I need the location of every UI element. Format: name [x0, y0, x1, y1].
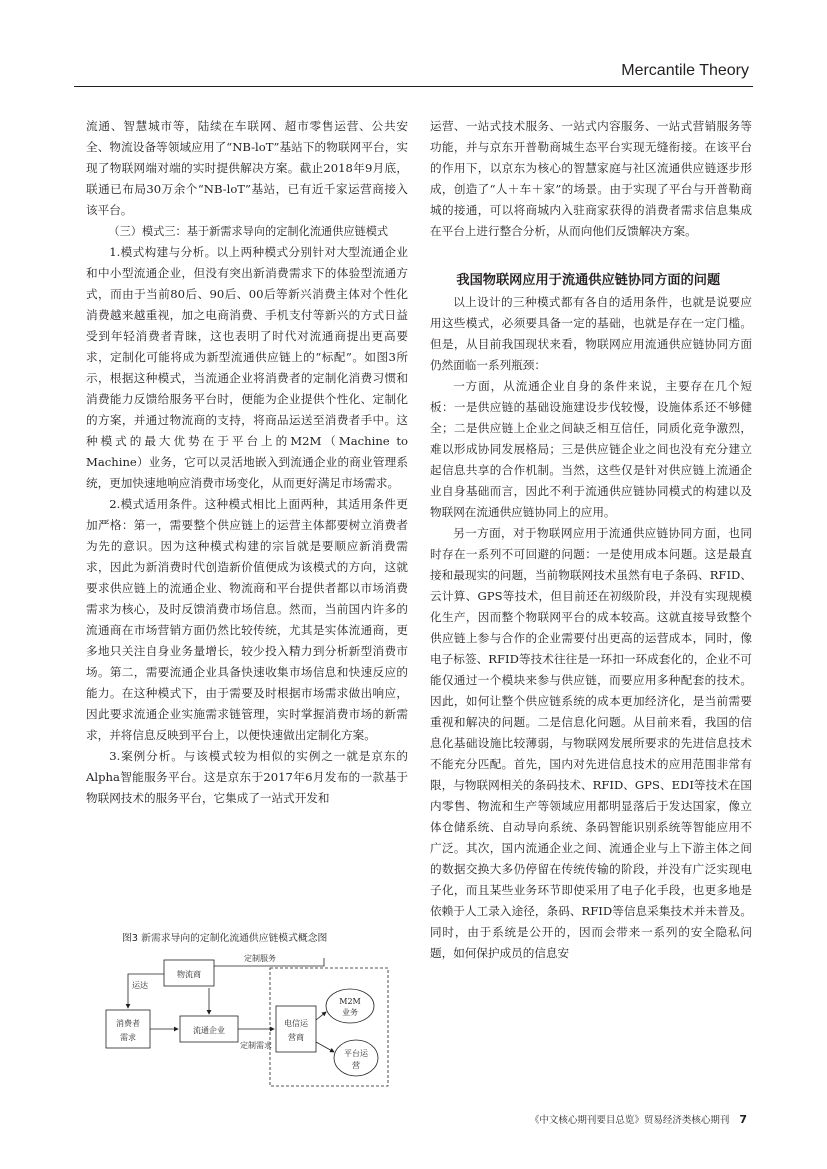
m2m-label-1: M2M: [339, 997, 361, 1006]
operator-label-1: 电信运: [284, 1019, 308, 1028]
paragraph: 3.案例分析。与该模式较为相似的实例之一就是京东的Alpha智能服务平台。这是京东于2017年6月发布的一款基于物联网技术的服务平台，它集成了一站式开发和: [86, 749, 408, 805]
deliver-arrow: [128, 974, 164, 1008]
header-rule: [74, 86, 753, 87]
enterprise-label: 流通企业: [193, 1026, 225, 1035]
concept-diagram: [100, 948, 400, 1088]
figure-caption: 图3 新需求导向的定制化流通供应链模式概念图: [122, 933, 328, 944]
m2m-label-2: 业务: [342, 1008, 358, 1017]
right-column: [430, 116, 752, 964]
paragraph: 2.模式适用条件。这种模式相比上面两种，其适用条件更加严格：第一，需要整个供应链上的运营主体都要树立消费者为先的意识。因为这种模式构建的宗旨就是要顺应新消费需求，因此为新消费时代创造新价值便成为该模式的方向，这就要求供应链上的流通企业、物流商和平台提供者都以市场消费需求为核心，及时反馈消费市场信息。然而，当前国内许多的流通商在市场营销方面仍然比较传统，尤其是实体流通商，更多地只关注自身业务量增长，较少投入精力到分析新型消费市场。第二，需要流通企业具备快速收集市场信息和快速反应的能力。在这种模式下，由于需要及时根据市场需求做出响应，因此要求流通企业实施需求链管理，实时掌握消费市场的新需求，并将信息反映到平台上，以便快速做出定制化方案。: [86, 497, 408, 742]
logistics-label: 物流商: [177, 970, 201, 979]
operator-to-platform-arrow: [316, 1042, 334, 1052]
operator-label-2: 营商: [288, 1033, 304, 1042]
consumer-label-1: 消费者: [116, 1019, 140, 1028]
paragraph: 一方面，从流通企业自身的条件来说，主要存在几个短板：一是供应链的基础设施建设步伐较慢，设施体系还不够健全；二是供应链上企业之间缺乏相互信任，同质化竞争激烈，难以形成协同发展格局；三是供应链企业之间也没有充分建立起信息共享的合作机制。当然，这些仅是针对供应链上流通企业自身基础而言，因此不利于流通供应链协同模式的构建以及物联网在流通供应链协同上的应用。: [430, 379, 752, 519]
custom-service-label: 定制服务: [244, 954, 276, 963]
footer-journal: 《中文核心期刊要目总览》贸易经济类核心期刊: [529, 1115, 730, 1126]
consumer-demand-node: [106, 1010, 150, 1048]
subsection-heading: （三）模式三：基于新需求导向的定制化流通供应链模式: [108, 225, 389, 238]
left-column: [86, 116, 408, 809]
running-header-title: Mercantile Theory: [621, 62, 749, 79]
deliver-label: 运达: [132, 981, 148, 990]
consumer-label-2: 需求: [120, 1033, 136, 1042]
platform-label-1: 平台运: [344, 1049, 368, 1058]
paragraph: 另一方面，对于物联网应用于流通供应链协同方面，也同时存在一系列不可回避的问题：一是使用成本问题。这是最直接和最现实的问题，当前物联网技术虽然有电子条码、RFID、云计算、GPS等技术，但目前还在初级阶段，并没有实现规模化生产，因而整个物联网平台的成本较高。这就直接导致整个供应链上参与合作的企业需要付出更高的运营成本，同时，像电子标签、RFID等技术往往是一环扣一环成套化的，企业不可能仅通过一个模块来参与供应链，而要应用多种配套的技术。因此，如何让整个供应链系统的成本更加经济化，是当前需要重视和解决的问题。二是信息化问题。从目前来看，我国的信息化基础设施比较薄弱，与物联网发展所要求的先进信息技术不能充分匹配。首先，国内对先进信息技术的应用范围非常有限，与物联网相关的条码技术、RFID、GPS、EDI等技术在国内零售、物流和生产等领域应用都明显落后于发达国家，像立体仓储系统、自动导向系统、条码智能识别系统等智能应用不广泛。其次，国内流通企业之间、流通企业与上下游主体之间的数据交换大多仍停留在传统传输的阶段，并没有广泛实现电子化，而且某些业务环节即使采用了电子化手段，也更多地是依赖于人工录入途径，条码、RFID等信息采集技术并未普及。同时，由于系统是公开的，因而会带来一系列的安全隐私问题，如何保护成员的信息安: [430, 526, 752, 960]
paragraph: 1.模式构建与分析。以上两种模式分别针对大型流通企业和中小型流通企业，但没有突出新消费需求下的体验型流通方式，而由于当前80后、90后、00后等新兴消费主体对个性化消费越来越重视，加之电商消费、手机支付等新兴的方式日益受到年轻消费者青睐，这也表明了时代对流通商提出更高要求，定制化可能将成为新型流通供应链上的“标配”。如图3所示，根据这种模式，当流通企业将消费者的定制化消费习惯和消费能力反馈给服务平台时，便能为企业提供个性化、定制化的方案，并通过物流商的支持，将商品运送至消费者手中。这种模式的最大优势在于平台上的M2M（Machine to Machine）业务，它可以灵活地嵌入到流通企业的商业管理系统，更加快速地响应消费市场变化，从而更好满足市场需求。: [86, 245, 408, 490]
paragraph: 以上设计的三种模式都有各自的适用条件，也就是说要应用这些模式，必须要具备一定的基础，也就是存在一定门槛。但是，从目前我国现状来看，物联网应用流通供应链协同方面仍然面临一系列瓶颈：: [430, 295, 752, 372]
platform-node: [334, 1040, 378, 1076]
custom-demand-label: 定制需求: [240, 1041, 272, 1050]
section-heading: 我国物联网应用于流通供应链协同方面的问题: [456, 273, 721, 288]
figure-3-diagram: [100, 948, 400, 1088]
operator-node: [276, 1006, 316, 1052]
page-footer: [530, 1112, 747, 1126]
m2m-node: [326, 989, 374, 1023]
operator-to-m2m-arrow: [316, 1012, 326, 1020]
platform-label-2: 营: [352, 1061, 360, 1070]
paragraph: 运营、一站式技术服务、一站式内容服务、一站式营销服务等功能，并与京东开普勒商城生态平台实现无缝衔接。在该平台的作用下，以京东为核心的智慧家庭与社区流通供应链逐步形成，创造了“人＋车＋家”的场景。由于实现了平台与开普勒商城的接通，可以将商城内入驻商家获得的消费者需求信息集成在平台上进行整合分析，从而向他们反馈解决方案。: [430, 119, 752, 238]
paragraph: 流通、智慧城市等，陆续在车联网、超市零售运营、公共安全、物流设备等领域应用了“NB-loT”基站下的物联网平台，实现了物联网端对端的实时提供解决方案。截止2018年9月底，联通已布局30万余个“NB-loT”基站，已有近千家运营商接入该平台。: [86, 119, 408, 217]
page-number: 7: [739, 1113, 747, 1126]
